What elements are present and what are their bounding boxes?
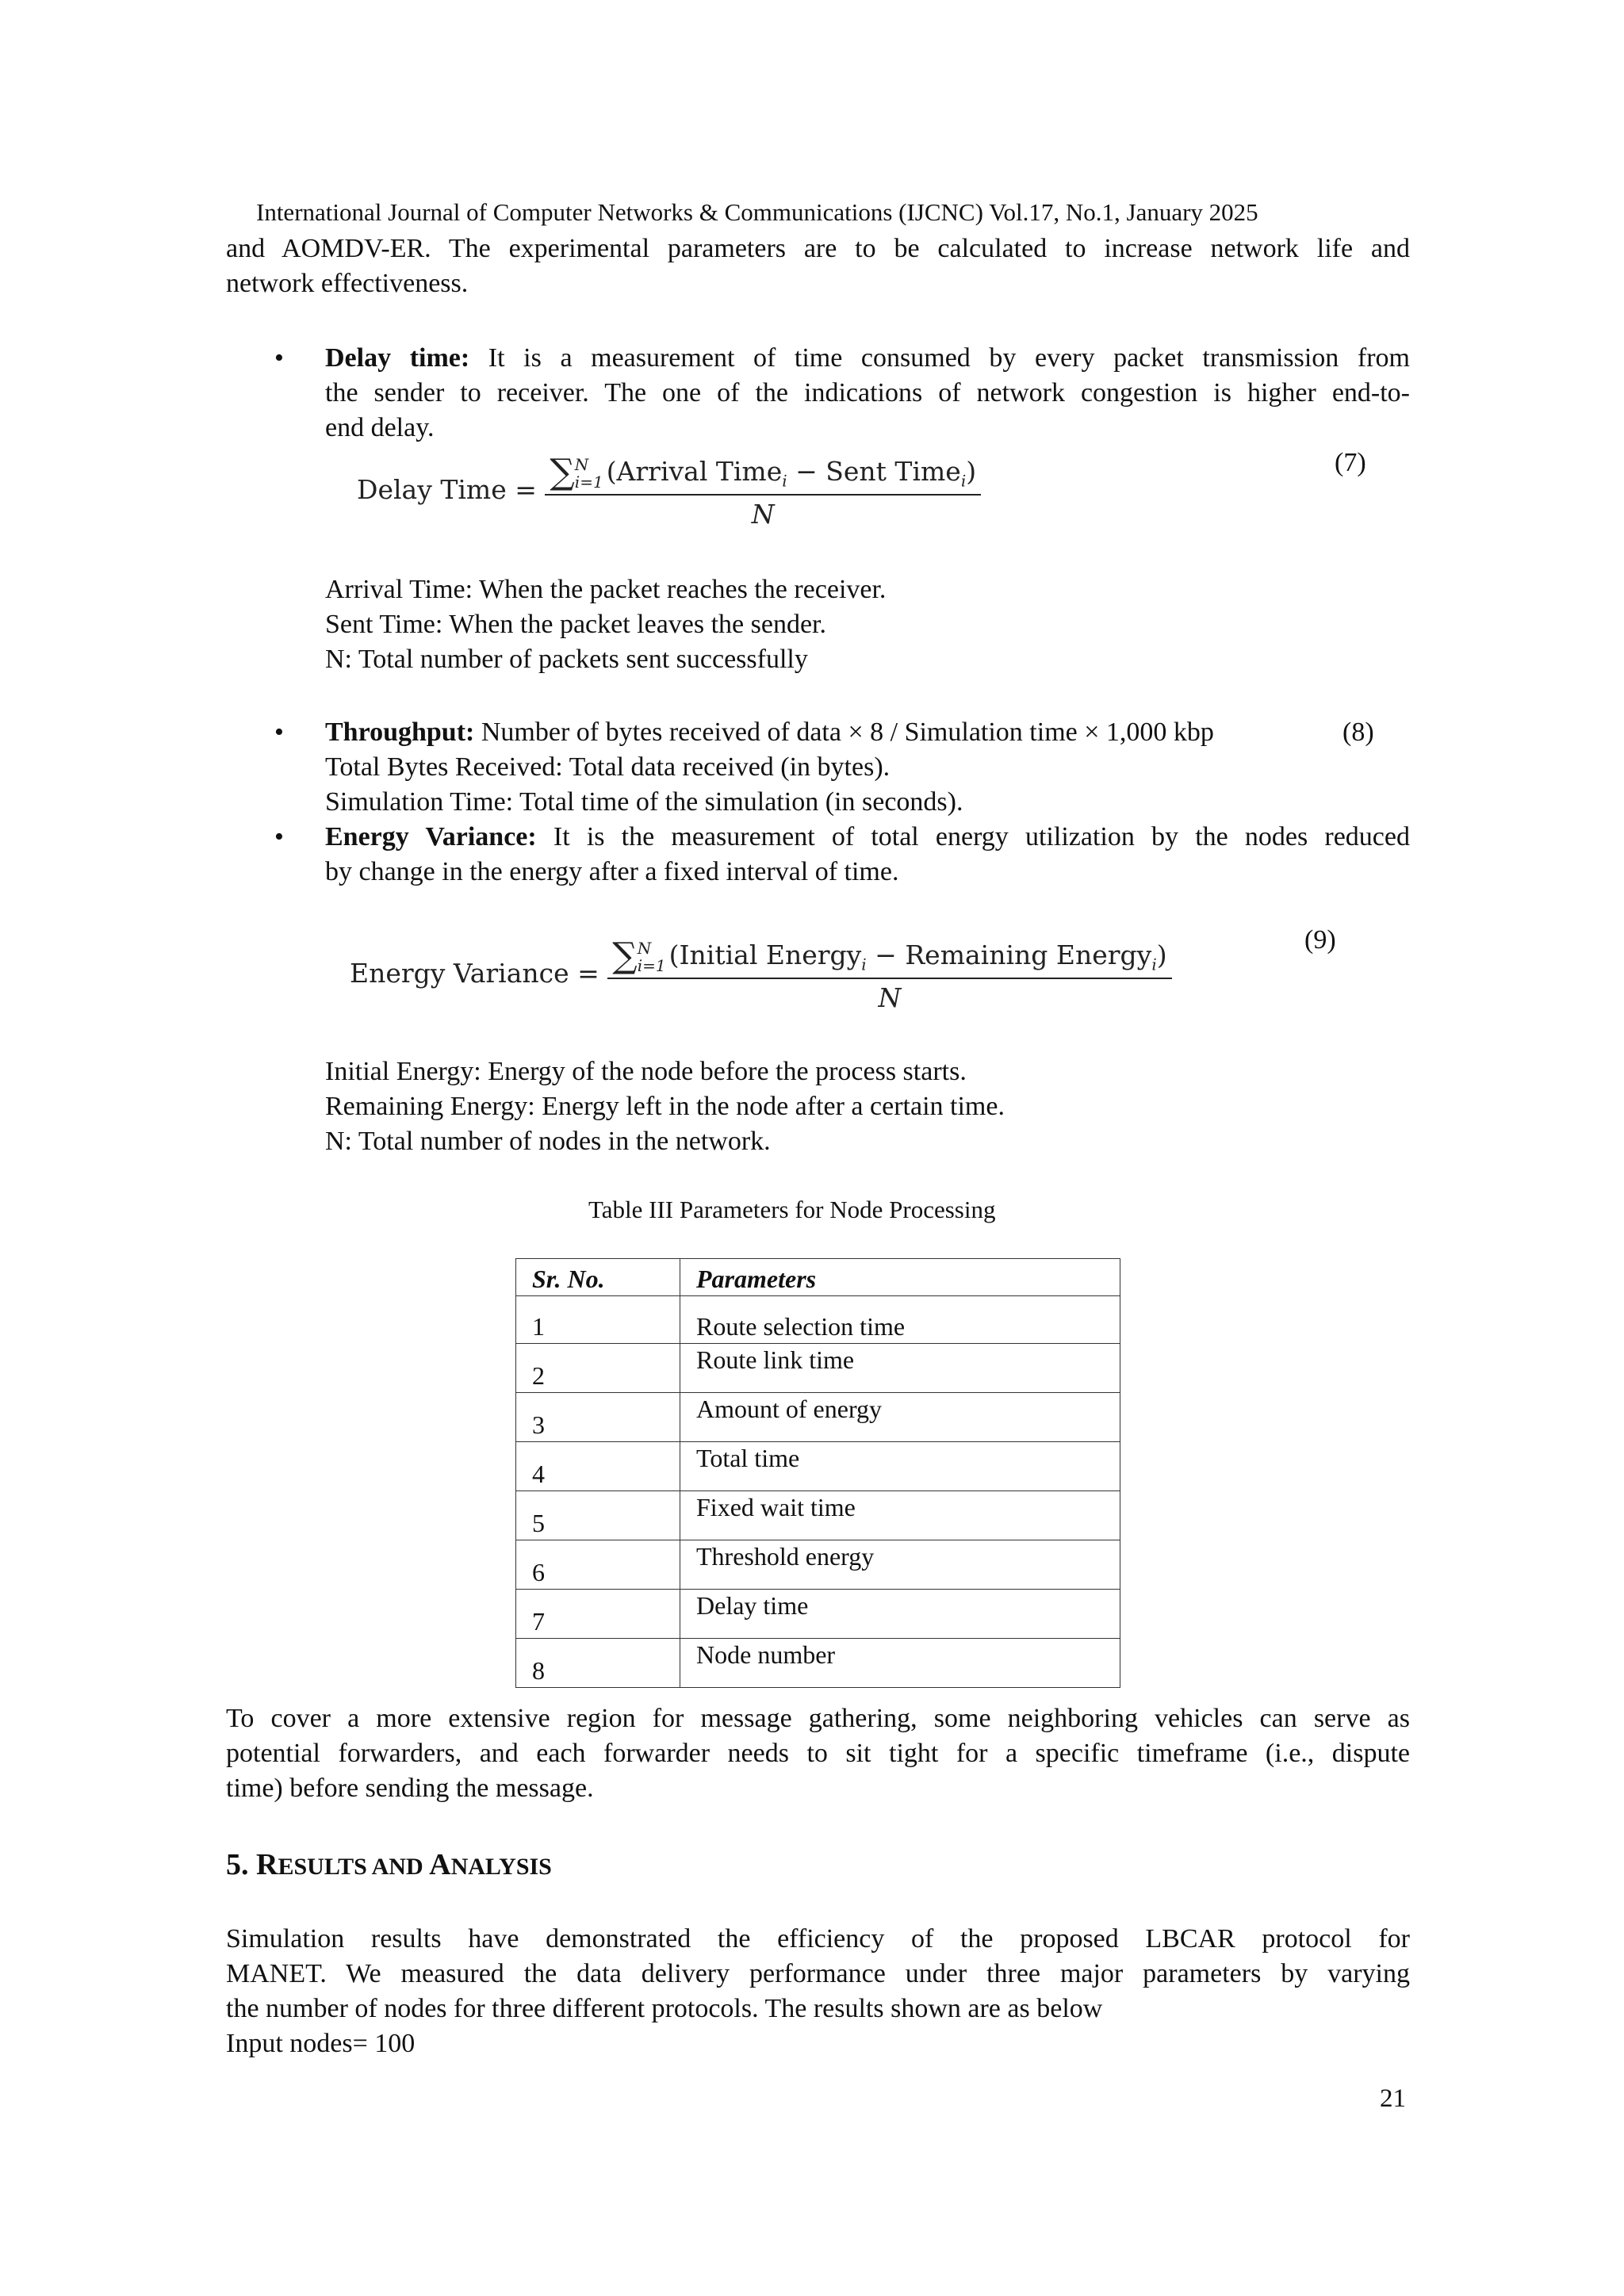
throughput-term: Throughput: <box>325 718 475 747</box>
delay-eq-lhs: Delay Time = <box>357 473 537 505</box>
sum-symbol: ∑ <box>612 936 638 976</box>
delay-eq-sent: − Sent Time <box>787 456 961 487</box>
equation-number-7: (7) <box>1335 448 1366 477</box>
table-row <box>516 1393 1120 1442</box>
energy-def-initial: Initial Energy: Energy of the node before the process starts. <box>325 1057 967 1086</box>
table-cell-number: 6 <box>516 1540 680 1590</box>
table-row <box>516 1491 1120 1540</box>
section-heading <box>226 1847 552 1882</box>
delay-eq-fraction <box>545 449 981 530</box>
table-row <box>516 1540 1120 1590</box>
delay-eq-close: ) <box>966 456 977 487</box>
running-head: International Journal of Computer Networks & Communications (IJCNC) Vol.17, No.1, January 2025 <box>256 198 1258 226</box>
delay-eq-numerator <box>545 449 981 496</box>
energy-def-remaining: Remaining Energy: Energy left in the node after a certain time. <box>325 1092 1005 1121</box>
energy-def-n: N: Total number of nodes in the network. <box>325 1127 771 1156</box>
bullet-dot: • <box>274 822 284 851</box>
table-row <box>516 1639 1120 1688</box>
delay-def-arrival: Arrival Time: When the packet reaches the receiver. <box>325 575 887 604</box>
bullet-dot: • <box>274 343 284 373</box>
section-title-smallcaps-2: NALYSIS <box>450 1854 552 1880</box>
delay-term: Delay time: <box>325 343 470 373</box>
table-cell-parameter: Route link time <box>680 1344 1120 1393</box>
table-cell-number: 7 <box>516 1590 680 1639</box>
table-cell-number: 8 <box>516 1639 680 1688</box>
table-cell-parameter: Threshold energy <box>680 1540 1120 1590</box>
table-cell-parameter: Total time <box>680 1442 1120 1491</box>
delay-line-1 <box>325 341 1410 376</box>
table-row <box>516 1590 1120 1639</box>
table-cell-number: 3 <box>516 1393 680 1442</box>
throughput-def-simtime: Simulation Time: Total time of the simulation (in seconds). <box>325 787 963 817</box>
table-header-row <box>516 1259 1120 1296</box>
table-caption: Table III Parameters for Node Processing <box>588 1196 996 1223</box>
delay-eq-lower: i=1 <box>574 473 603 492</box>
table-cell-number: 2 <box>516 1344 680 1393</box>
energy-line-1-text: It is the measurement of total energy utilization by the nodes reduced <box>536 822 1410 851</box>
energy-eq-close: ) <box>1156 939 1167 970</box>
energy-eq-lhs: Energy Variance = <box>350 957 599 989</box>
parameters-table <box>515 1258 1120 1688</box>
results-line-1: Simulation results have demonstrated the efficiency of the proposed LBCAR protocol for <box>226 1924 1410 1954</box>
table-cell-number: 5 <box>516 1491 680 1540</box>
table-cell-parameter: Delay time <box>680 1590 1120 1639</box>
section-title-cap-r: R <box>256 1848 278 1881</box>
table-row <box>516 1442 1120 1491</box>
energy-eq-sub-2: i <box>1151 955 1157 974</box>
energy-eq-sub-1: i <box>861 955 867 974</box>
table-row <box>516 1344 1120 1393</box>
energy-eq-initial: (Initial Energy <box>668 939 862 970</box>
table-cell-number: 4 <box>516 1442 680 1491</box>
energy-line-1 <box>325 820 1410 855</box>
page-number: 21 <box>1380 2084 1406 2113</box>
energy-eq-fraction <box>607 932 1171 1013</box>
equation-number-9: (9) <box>1304 925 1336 955</box>
results-line-4: Input nodes= 100 <box>226 2029 416 2058</box>
table-cell-parameter: Route selection time <box>680 1296 1120 1344</box>
table-cell-parameter: Fixed wait time <box>680 1491 1120 1540</box>
table-header-cell: Sr. No. <box>516 1259 680 1296</box>
delay-eq-arrival: (Arrival Time <box>606 456 783 487</box>
throughput-line-1-text: Number of bytes received of data × 8 / Simulation time × 1,000 kbp <box>474 718 1214 747</box>
section-title-smallcaps-1: ESULTS AND <box>278 1854 430 1880</box>
energy-term: Energy Variance: <box>325 822 537 851</box>
delay-equation <box>357 449 981 530</box>
throughput-def-bytes: Total Bytes Received: Total data received (in bytes). <box>325 752 891 782</box>
intro-line-2: network effectiveness. <box>226 269 469 298</box>
table-row <box>516 1296 1120 1344</box>
energy-eq-upper: N <box>637 939 652 958</box>
delay-def-n: N: Total number of packets sent successfully <box>325 645 808 674</box>
delay-eq-sub-2: i <box>960 471 967 491</box>
section-number: 5. <box>226 1848 256 1881</box>
delay-line-2: the sender to receiver. The one of the indications of network congestion is higher end-to- <box>325 378 1410 408</box>
energy-line-2: by change in the energy after a fixed interval of time. <box>325 857 899 886</box>
delay-line-1-text: It is a measurement of time consumed by every packet transmission from <box>469 343 1410 373</box>
delay-eq-denominator: N <box>751 499 775 530</box>
results-line-3: the number of nodes for three different protocols. The results shown are as below <box>226 1994 1103 2023</box>
para-after-table-line-2: potential forwarders, and each forwarder needs to sit tight for a specific timeframe (i.e., dispute <box>226 1739 1410 1768</box>
bullet-dot: • <box>274 718 284 747</box>
energy-eq-limits <box>638 939 666 974</box>
energy-equation <box>350 932 1172 1013</box>
delay-line-3: end delay. <box>325 413 435 442</box>
table-cell-number: 1 <box>516 1296 680 1344</box>
table-cell-parameter: Node number <box>680 1639 1120 1688</box>
section-title-cap-a: A <box>429 1848 451 1881</box>
throughput-line-1 <box>325 715 1214 750</box>
delay-eq-limits <box>575 456 603 491</box>
delay-eq-upper: N <box>574 455 589 474</box>
equation-number-8: (8) <box>1342 718 1374 747</box>
intro-line-1: and AOMDV-ER. The experimental parameters are to be calculated to increase network life and <box>226 234 1410 263</box>
table-cell-parameter: Amount of energy <box>680 1393 1120 1442</box>
energy-eq-lower: i=1 <box>637 956 666 975</box>
energy-eq-denominator: N <box>878 982 902 1013</box>
delay-def-sent: Sent Time: When the packet leaves the sender. <box>325 610 827 639</box>
table-header-cell: Parameters <box>680 1259 1120 1296</box>
results-line-2: MANET. We measured the data delivery performance under three major parameters by varying <box>226 1959 1410 1988</box>
sum-symbol: ∑ <box>550 452 575 492</box>
para-after-table-line-1: To cover a more extensive region for message gathering, some neighboring vehicles can serve as <box>226 1704 1410 1733</box>
energy-eq-remaining: − Remaining Energy <box>866 939 1152 970</box>
energy-eq-numerator <box>607 932 1171 979</box>
para-after-table-line-3: time) before sending the message. <box>226 1774 594 1803</box>
delay-eq-sub-1: i <box>782 471 787 491</box>
